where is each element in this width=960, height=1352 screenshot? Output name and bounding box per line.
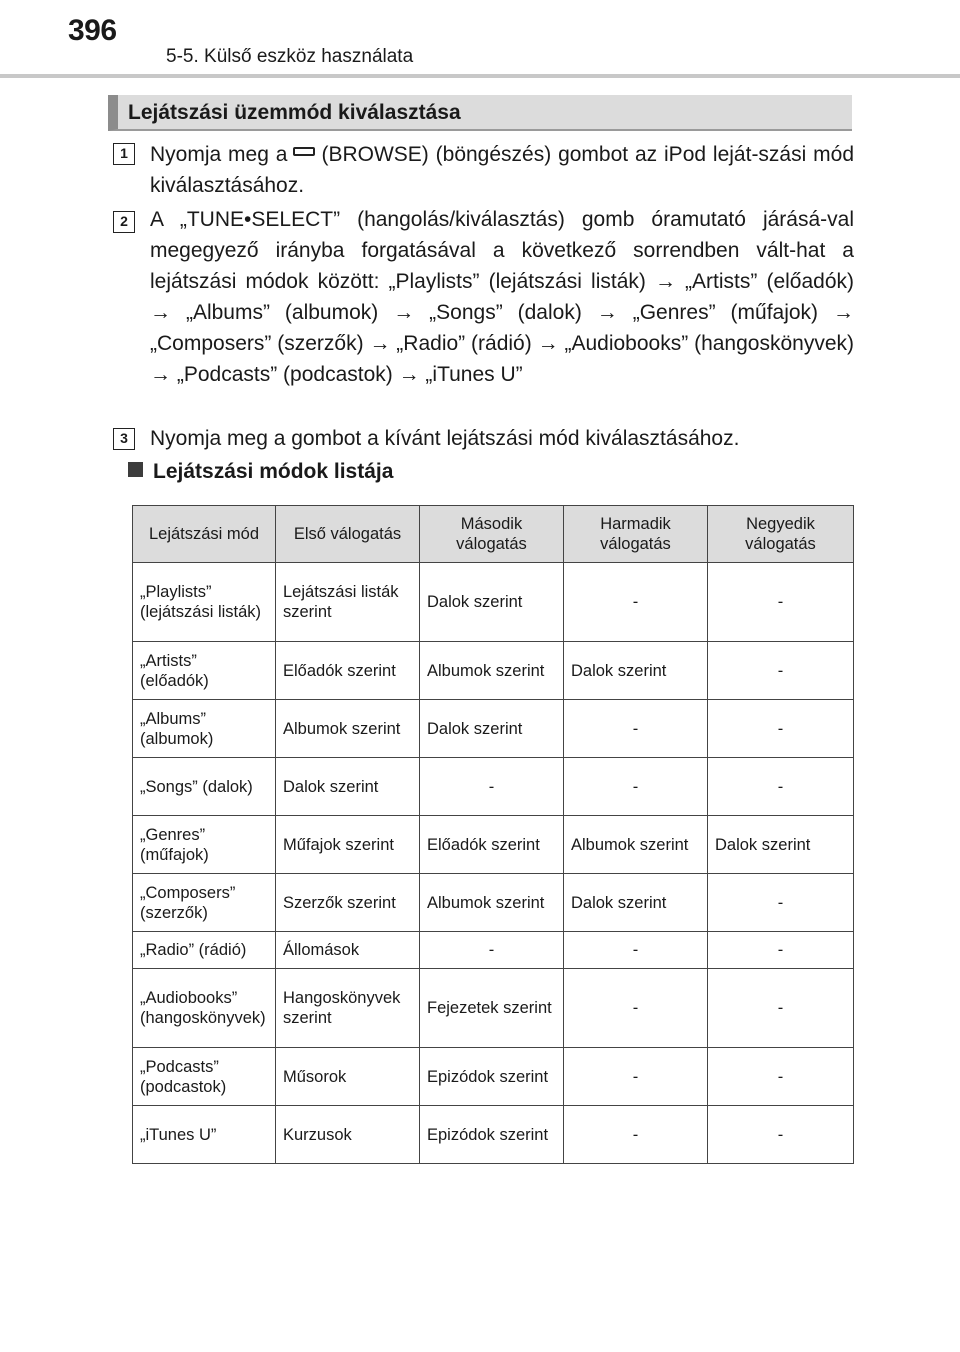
table-cell: - [708,969,854,1048]
table-cell: Dalok szerint [276,758,420,816]
table-cell: - [564,1048,708,1106]
table-cell: Műfajok szerint [276,816,420,874]
table-cell: Albumok szerint [420,874,564,932]
table-cell: - [564,700,708,758]
table-cell: „Podcasts” (podcastok) [133,1048,276,1106]
table-row [133,758,854,816]
step-3-text: Nyomja meg a gombot a kívánt lejátszási mód kiválasztásához. [150,427,740,450]
table-cell: - [420,932,564,969]
table-cell: - [564,969,708,1048]
table-cell: Műsorok [276,1048,420,1106]
table-cell: - [708,700,854,758]
table-row [133,874,854,932]
table-cell: Lejátszási listák szerint [276,563,420,642]
table-cell: Albumok szerint [420,642,564,700]
header-fourth: Negyedik válogatás [708,506,854,563]
table-cell: Dalok szerint [708,816,854,874]
step-1-text [150,139,854,201]
table-row [133,816,854,874]
table-cell: - [564,563,708,642]
table-cell: Albumok szerint [276,700,420,758]
table-cell: - [708,563,854,642]
table-cell: Albumok szerint [564,816,708,874]
chapter-title: 5-5. Külső eszköz használata [166,46,414,67]
section-title: Lejátszási üzemmód kiválasztása [128,101,461,124]
table-cell: Előadók szerint [420,816,564,874]
table-cell: Epizódok szerint [420,1106,564,1164]
table-cell: Dalok szerint [564,642,708,700]
header-second: Második válogatás [420,506,564,563]
table-cell: „Songs” (dalok) [133,758,276,816]
table-cell: - [564,932,708,969]
table-cell: Kurzusok [276,1106,420,1164]
table-header-row [133,506,854,563]
header-third: Harmadik válogatás [564,506,708,563]
list-heading-text: Lejátszási módok listája [153,460,394,483]
header-mode: Lejátszási mód [133,506,276,563]
table-cell: „Audiobooks” (hangoskönyvek) [133,969,276,1048]
page-number: 396 [68,14,117,47]
table-cell: Hangoskönyvek szerint [276,969,420,1048]
step-2-text: A „TUNE•SELECT” (hangolás/kiválasztás) gomb óramutató járásá-val megegyező irányba forgatásával a következő sorrendben vált-hat a lejátszási módok között: „Playlists” (lejátszási listák) → „Artists” (előadók) → „Albums” (albumok) → „Songs” (dalok) → „Genres” (műfajok) → „Composers” (szerzők) → „Radio” (rádió) → „Audiobooks” (hangoskönyvek) → „Podcasts” (podcastok) → „iTunes U” [150,208,854,386]
table-row [133,700,854,758]
table-cell: - [564,758,708,816]
section-heading [108,95,852,131]
step-2-badge: 2 [113,211,135,233]
table-cell: - [708,758,854,816]
table-cell: Szerzők szerint [276,874,420,932]
playback-modes-table [132,505,854,1164]
table-row [133,932,854,969]
table-cell: Dalok szerint [564,874,708,932]
table-cell: „Artists” (előadók) [133,642,276,700]
header-first: Első válogatás [276,506,420,563]
square-bullet-icon [128,462,143,477]
browse-button-icon [293,147,315,156]
table-cell: „Albums” (albumok) [133,700,276,758]
step-3-badge: 3 [113,428,135,450]
table-cell: „Radio” (rádió) [133,932,276,969]
table-cell: Dalok szerint [420,563,564,642]
table-cell: Előadók szerint [276,642,420,700]
table-cell: „Playlists” (lejátszási listák) [133,563,276,642]
table-cell: - [564,1106,708,1164]
table-cell: „iTunes U” [133,1106,276,1164]
table-cell: Epizódok szerint [420,1048,564,1106]
step-1-text-before: Nyomja meg a [150,143,288,166]
table-cell: „Composers” (szerzők) [133,874,276,932]
table-cell: - [708,932,854,969]
step-1-text-after: (BROWSE) (böngészés) gombot az iPod leját-szási mód kiválasztásához. [150,143,854,197]
table-row [133,642,854,700]
table-cell: Állomások [276,932,420,969]
table-row [133,563,854,642]
step-1-badge: 1 [113,143,135,165]
table-cell: Fejezetek szerint [420,969,564,1048]
table-row [133,1048,854,1106]
table-cell: - [708,1106,854,1164]
table-cell: - [708,1048,854,1106]
table-cell: „Genres” (műfajok) [133,816,276,874]
table-row [133,1106,854,1164]
list-heading [128,460,393,484]
header-divider [0,74,960,78]
table-cell: - [420,758,564,816]
table-row [133,969,854,1048]
table-cell: - [708,642,854,700]
table-cell: Dalok szerint [420,700,564,758]
table-cell: - [708,874,854,932]
